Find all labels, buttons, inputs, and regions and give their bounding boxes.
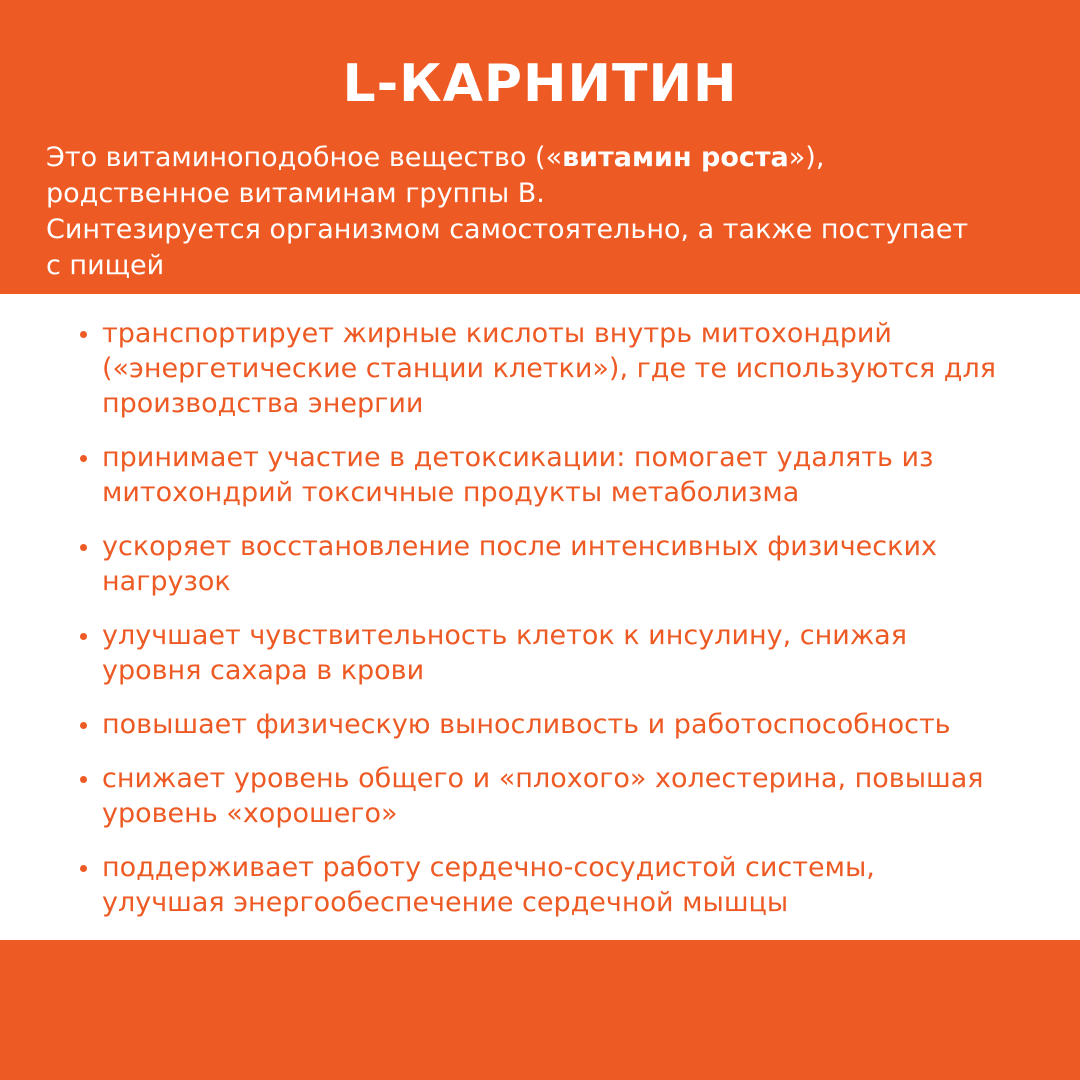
benefits-list — [78, 316, 1048, 939]
intro-line-1-end: »), — [788, 142, 825, 173]
list-item-line: производства энергии — [102, 388, 424, 419]
intro-highlight: витамин роста — [562, 142, 789, 173]
bullet-dot-icon — [80, 776, 87, 783]
list-item-line: ускоряет восстановление после интенсивных физических — [102, 531, 937, 562]
list-item-line: поддерживает работу сердечно-сосудистой системы, — [102, 852, 875, 883]
list-item-line: уровень «хорошего» — [102, 798, 398, 829]
intro-line-4: с пищей — [46, 250, 165, 281]
list-item-line: улучшает чувствительность клеток к инсулину, снижая — [102, 620, 907, 651]
intro-line-2: родственное витаминам группы В. — [46, 178, 545, 209]
bullet-dot-icon — [80, 544, 87, 551]
bullet-dot-icon — [80, 633, 87, 640]
list-item-line: повышает физическую выносливость и работоспособность — [102, 709, 951, 740]
intro-line-1-start: Это витаминоподобное вещество (« — [46, 142, 563, 173]
list-item-line: улучшая энергообеспечение сердечной мышцы — [102, 887, 789, 918]
list-item-line: принимает участие в детоксикации: помогает удалять из — [102, 442, 934, 473]
list-item-line: («энергетические станции клетки»), где те используются для — [102, 353, 996, 384]
list-item — [78, 761, 1048, 831]
list-item — [78, 850, 1048, 920]
list-item-line: митохондрий токсичные продукты метаболизма — [102, 477, 800, 508]
intro-line-3: Синтезируется организмом самостоятельно, а также поступает — [46, 214, 969, 245]
list-item — [78, 707, 1048, 742]
bullet-dot-icon — [80, 331, 87, 338]
page-title: L-КАРНИТИН — [342, 54, 738, 114]
list-item-line: транспортирует жирные кислоты внутрь митохондрий — [102, 318, 892, 349]
list-item — [78, 618, 1048, 688]
footer-band — [0, 940, 1080, 1080]
list-item-line: нагрузок — [102, 566, 231, 597]
list-item — [78, 316, 1048, 421]
intro-line-1 — [46, 140, 1046, 176]
bullet-dot-icon — [80, 455, 87, 462]
bullet-dot-icon — [80, 722, 87, 729]
list-item — [78, 529, 1048, 599]
list-item-line: уровня сахара в крови — [102, 655, 425, 686]
intro-text — [46, 140, 1046, 284]
list-item — [78, 440, 1048, 510]
list-item-line: снижает уровень общего и «плохого» холестерина, повышая — [102, 763, 984, 794]
bullet-dot-icon — [80, 865, 87, 872]
